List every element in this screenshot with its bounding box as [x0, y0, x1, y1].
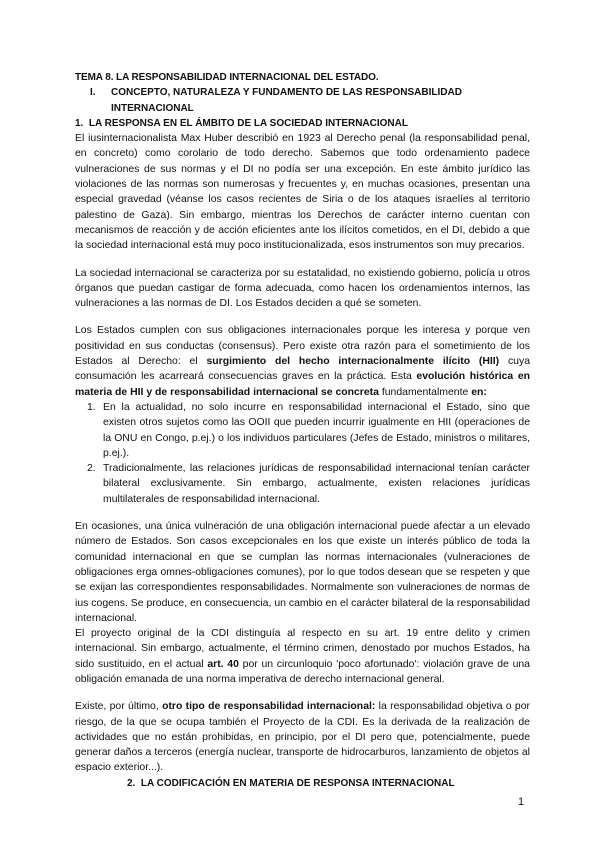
- paragraph-1: El iusinternacionalista Max Huber describió en 1923 al Derecho penal (la responsabilidad penal, en concreto) como corolario de todo derecho. Sabemos que todo ordenamiento padece vulneraciones de sus normas y el DI no podía ser una excepción. En este ámbito jurídico las violaciones de las normas son numerosas y frecuentes y, en muchas ocasiones, presentan una especial gravedad (véanse los casos recientes de Siria o de los ataques israelíes al territorio palestino de Gaza). Sin embargo, mientras los Derechos de carácter interno cuentan con mecanismos de reacción y de acción eficientes ante los ilícitos cometidos, en el DI, debido a que la sociedad internacional está muy poco institucionalizada, esos instrumentos son muy precarios.: [75, 133, 530, 252]
- bold-otro-tipo: otro tipo de responsabilidad internacional:: [162, 701, 376, 713]
- subsection-heading-1: 1. LA RESPONSA EN EL ÁMBITO DE LA SOCIEDAD INTERNACIONAL: [75, 117, 408, 129]
- paragraph-2: La sociedad internacional se caracteriza por su estatalidad, no existiendo gobierno, policía u otros órganos que puedan castigar de forma adecuada, como hacen los ordenamientos internos, las vulneraciones a las normas de DI. Los Estados deciden a qué se someten.: [75, 267, 530, 310]
- document-body: [75, 70, 530, 791]
- paragraph-6: Existe, por último, otro tipo de responsabilidad internacional: la responsabilidad objetiva o por riesgo, de la que se ocupa también el Proyecto de la CDI. Es la derivada de la realización de actividades que no están prohibidas, en principio, por el DI pero que, potencialmente, puede generar daños a terceros (energía nuclear, transporte de hidrocarburos, lanzamiento de objetos al espacio exterior...).: [75, 701, 531, 774]
- bold-evolucion: evolución histórica en materia de HII y de responsabilidad internacional se concreta: [75, 371, 530, 398]
- list-item: 1. En la actualidad, no solo incurre en responsabilidad internacional el Estado, sino que existen otros sujetos como las OOII que pueden incurrir igualmente en HII (operaciones de la ONU en Congo, p.ej.) o los individuos particulares (Jefes de Estado, ministros o militares, p.ej.).: [87, 401, 530, 459]
- paragraph-5: El proyecto original de la CDI distinguía al respecto en su art. 19 entre delito y crimen internacional. Sin embargo, actualmente, el término crimen, denostado por muchos Estados, ha sido sustituido, en el actual art. 40 por un circunloquio 'poco afortunado': violación grave de una obligación emanada de una norma imperativa de derecho internacional general.: [75, 628, 530, 685]
- subsection-heading-2: 2. LA CODIFICACIÓN EN MATERIA DE RESPONSA INTERNACIONAL: [127, 777, 455, 789]
- section-heading: [75, 85, 530, 116]
- paragraph-3: Los Estados cumplen con sus obligaciones internacionales porque les interesa y porque ven positividad en sus conductas (consensus). Pero existe otra razón para el sometimiento de los Estados al Derecho: el surgimiento del hecho internacionalmente ilícito (HII) cuya consumación les acarreará consecuencias graves en la práctica. Esta evolución histórica en materia de HII y de responsabilidad internacional se concreta fundamentalmente en:: [75, 325, 531, 398]
- list-item: 2. Tradicionalmente, las relaciones jurídicas de responsabilidad internacional tenían carácter bilateral exclusivamente. Sin embargo, actualmente, existen relaciones jurídicas multilaterales de responsabilidad internacional.: [87, 463, 530, 505]
- bold-art40: art. 40: [207, 658, 239, 670]
- section-number: I.: [90, 87, 96, 99]
- page-number: 1: [518, 796, 525, 808]
- paragraph-4: En ocasiones, una única vulneración de una obligación internacional puede afectar a un elevado número de Estados. Son casos excepcionales en los que existe un interés público de toda la comunidad internacional en que se cumplan las normas internacionales (vulneraciones de obligaciones erga omnes-obligaciones comunes), por lo que todos desean que se respeten y que se exijan las correspondientes responsabilidades. Normalmente son vulneraciones de normas de ius cogens. Se produce, en consecuencia, un cambio en el carácter bilateral de la responsabilidad internacional.: [75, 521, 530, 624]
- bold-hii: surgimiento del hecho internacionalmente ilícito (HII): [206, 356, 500, 368]
- section-title: CONCEPTO, NATURALEZA Y FUNDAMENTO DE LAS RESPONSABILIDAD INTERNACIONAL: [111, 87, 462, 114]
- numbered-list: [75, 400, 530, 507]
- document-title: TEMA 8. LA RESPONSABILIDAD INTERNACIONAL DEL ESTADO.: [75, 72, 379, 83]
